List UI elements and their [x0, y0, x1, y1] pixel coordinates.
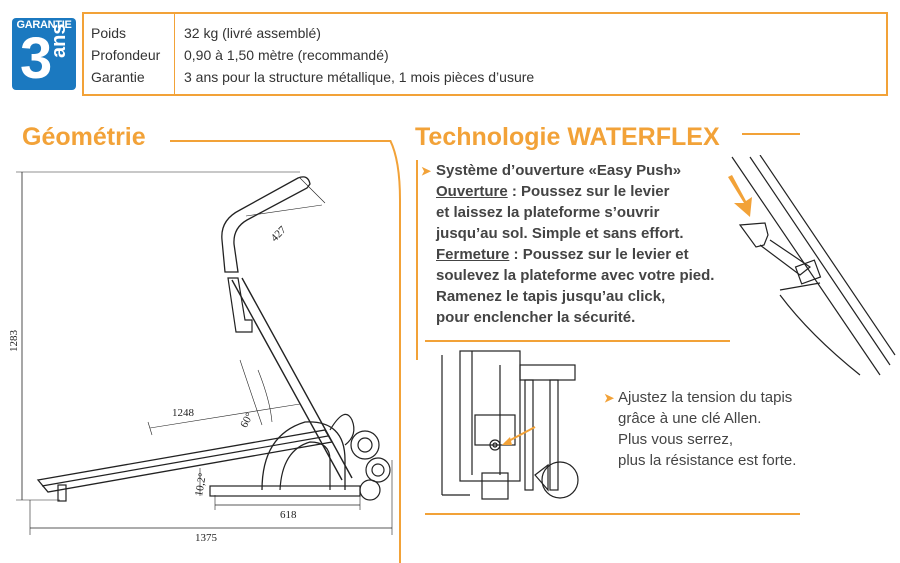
warranty-badge: [12, 18, 76, 90]
technology-title: Technologie WATERFLEX: [415, 123, 720, 151]
closing-line4: pour enclencher la sécurité.: [436, 309, 636, 326]
svg-text:1283: [8, 330, 20, 353]
closing-line3: Ramenez le tapis jusqu’au click,: [436, 288, 666, 305]
dim-total-length: 1375: [195, 532, 217, 544]
lever-drawing: [720, 155, 900, 385]
tension-line1: Ajustez la tension du tapis: [618, 389, 793, 406]
opening-line3: jusqu’au sol. Simple et sans effort.: [436, 225, 684, 242]
dim-angle: 60°: [238, 410, 257, 430]
closing-label: Fermeture: [436, 246, 510, 263]
svg-text:1375: [195, 532, 218, 544]
spec-value-depth: 0,90 à 1,50 mètre (recommandé): [184, 47, 389, 63]
closing-line2: soulevez la plateforme avec votre pied.: [436, 267, 715, 284]
badge-top-label: GARANTIE: [16, 19, 72, 31]
dim-platform: 1248: [172, 407, 194, 419]
tension-text: [618, 387, 878, 471]
spec-label-depth: Profondeur: [91, 47, 161, 63]
mid-divider: [425, 340, 730, 342]
svg-text:618: [280, 509, 297, 521]
spec-value-warranty: 3 ans pour la structure métallique, 1 mois pièces d’usure: [184, 69, 535, 85]
spec-divider: [174, 14, 175, 94]
svg-text:427: [269, 224, 290, 245]
geometry-title: Géométrie: [22, 123, 146, 151]
opening-line1: : Poussez sur le levier: [507, 183, 670, 200]
technology-left-line: [416, 160, 418, 360]
tension-drawing: [430, 345, 590, 505]
opening-line2: et laissez la plateforme s’ouvrir: [436, 204, 660, 221]
spec-label-weight: Poids: [91, 25, 127, 41]
tension-line3: Plus vous serrez,: [618, 431, 734, 448]
dim-base: 618: [280, 509, 297, 521]
tension-arrow-icon: [502, 437, 512, 445]
svg-text:1248: [172, 407, 195, 419]
spec-label-warranty: Garantie: [91, 69, 145, 85]
svg-text:10,2°: [193, 472, 209, 497]
bottom-divider: [425, 513, 800, 515]
easy-push-text: [436, 160, 736, 328]
system-title: Système d’ouverture «Easy Push»: [436, 162, 682, 179]
badge-unit: ans: [48, 23, 70, 58]
spec-table: [82, 12, 888, 96]
spec-value-weight: 32 kg (livré assemblé): [184, 25, 321, 41]
opening-label: Ouverture: [436, 183, 508, 200]
tension-bullet-icon: ➤: [604, 391, 615, 405]
system-bullet-icon: ➤: [421, 164, 432, 178]
tension-line4: plus la résistance est forte.: [618, 452, 797, 469]
technology-title-line: [742, 133, 800, 135]
closing-line1: : Poussez sur le levier et: [509, 246, 689, 263]
dim-height: 1283: [8, 330, 20, 352]
badge-number: 3: [20, 26, 53, 90]
dim-tilt: 10,2°: [193, 471, 209, 498]
tension-line2: grâce à une clé Allen.: [618, 410, 762, 427]
treadmill-drawing: [0, 160, 400, 563]
dim-handle: 427: [268, 224, 289, 245]
